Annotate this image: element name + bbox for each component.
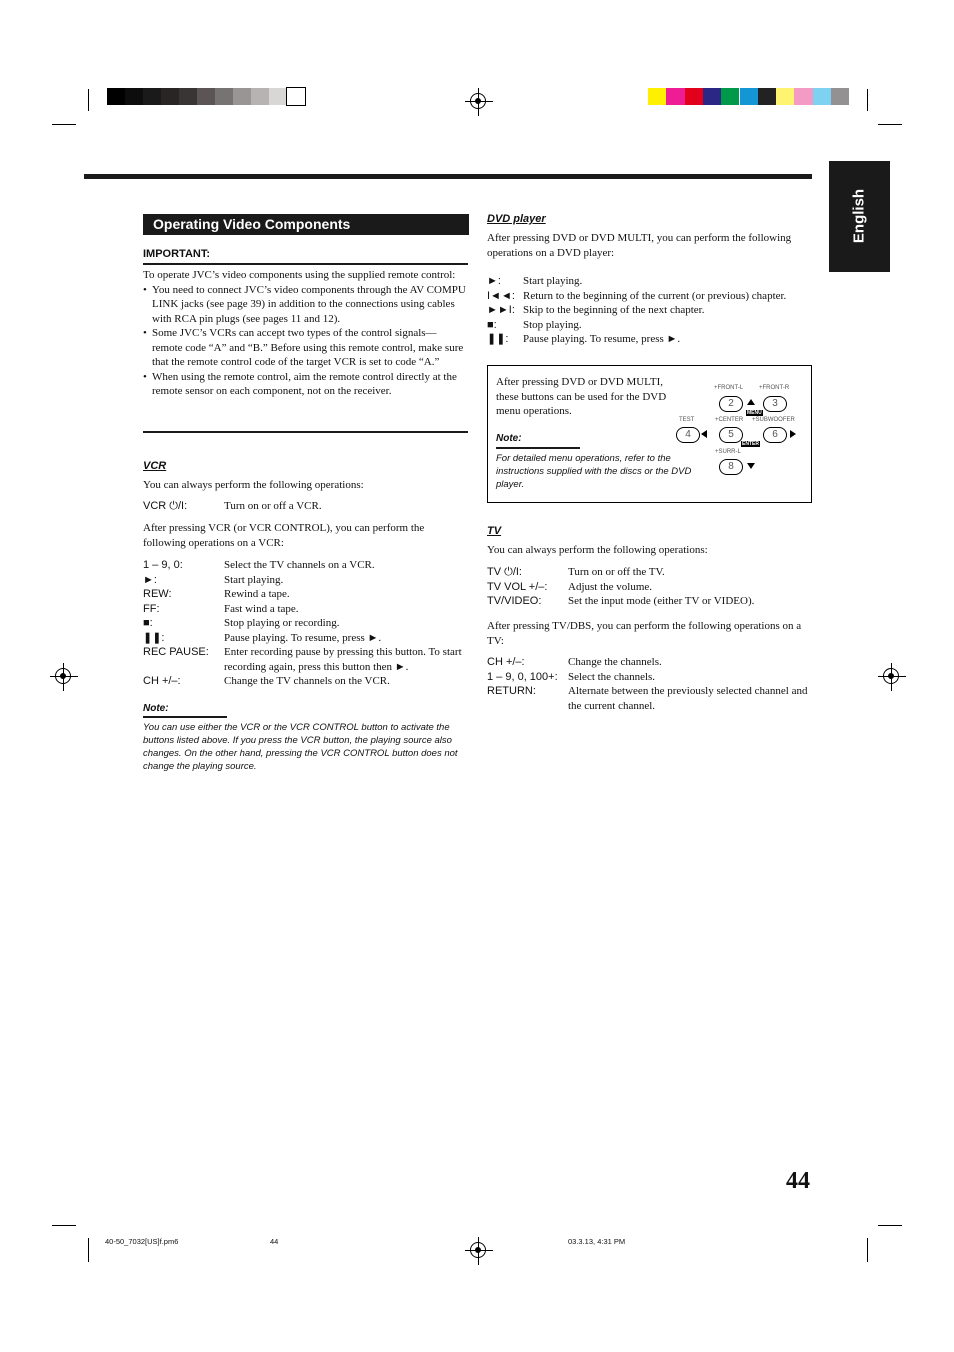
keypad-label: +FRONT-R [759,385,790,391]
op-desc: Start playing. [523,275,583,287]
op-desc: Adjust the volume. [568,580,653,593]
list-item [143,616,466,631]
op-desc: Start playing. [224,573,284,586]
op-desc: Turn on or off the TV. [568,566,665,578]
op-key: 1 – 9, 0, 100+: [487,670,558,683]
color-swatch [703,88,721,105]
language-tab-label: English [850,188,868,244]
registration-mark-top-icon [470,93,486,109]
section-title: Operating Video Components [143,214,469,235]
op-desc: Change the TV channels on the VCR. [224,675,390,687]
crop-mark [52,124,76,125]
color-swatch [143,88,161,105]
list-item [487,318,812,333]
color-swatch [233,88,251,105]
list-item [487,580,812,595]
registration-mark-right-icon [883,668,899,684]
vcr-power-desc: Turn on or off a VCR. [224,500,322,512]
crop-mark [878,1225,902,1226]
op-key: ■: [143,617,153,629]
dvd-box-text: After pressing DVD or DVD MULTI, these buttons can be used for the DVD menu operations. [496,376,667,417]
tv-heading: TV [487,525,502,537]
color-swatch [197,88,215,105]
important-intro: To operate JVC’s video components using the supplied remote control: [143,269,456,281]
keypad-key-3: 3 [763,396,787,412]
keypad-label: +SURR-L [715,449,741,455]
keypad-label: +SUBWOOFER [752,417,795,423]
keypad-key-2: 2 [719,396,743,412]
color-swatch [269,88,287,105]
color-swatch [758,88,776,105]
dvd-box-note-rule [496,447,580,449]
tv-always-text: You can always perform the following operations: [487,544,708,556]
crop-mark [867,1238,868,1262]
op-key: ►: [143,573,157,586]
list-item [143,587,466,602]
op-desc: Pause playing. To resume, press ►. [523,333,681,345]
color-swatch [813,88,831,105]
keypad-label: +FRONT-L [714,385,744,391]
crop-mark [88,1238,89,1262]
op-key: ❚❚: [487,333,509,345]
color-swatch [685,88,703,105]
list-item [487,274,812,289]
color-swatch [161,88,179,105]
color-swatch [287,88,305,105]
op-desc: Stop playing or recording. [224,617,340,629]
tv-after-text: After pressing TV/DBS, you can perform the following operations on a TV: [487,620,802,647]
dvd-heading: DVD player [487,213,546,225]
footer-page: 44 [270,1237,279,1246]
list-item: • You need to connect JVC’s video components through the AV COMPU LINK jacks (see page 39) in addition to the connections using cables with RCA pin plugs (see pages 11 and 12). [143,283,466,327]
language-tab [829,161,890,272]
color-swatch [721,88,739,105]
keypad-key-5: 5 [719,427,743,443]
dvd-box-note-text: For detailed menu operations, refer to the instructions supplied with the discs or the DVD player. [496,453,692,490]
op-desc: Enter recording pause by pressing this button. To start recording again, press this button then ►. [224,646,462,673]
vcr-note-rule [143,716,227,718]
list-item [143,631,466,646]
important-rule-bottom [143,431,468,433]
color-swatch [776,88,794,105]
op-key: ■: [487,318,497,331]
footer-date: 03.3.13, 4:31 PM [568,1237,626,1246]
keypad-label: TEST [679,417,695,423]
important-bullet-list [143,283,466,399]
crop-mark [52,1225,76,1226]
registration-mark-bottom-icon [470,1242,486,1258]
op-key: CH +/–: [143,675,181,687]
color-swatch [215,88,233,105]
arrow-up-icon [747,399,755,405]
op-key: REW: [143,588,172,600]
dvd-menu-box [487,365,812,503]
crop-mark [88,89,89,111]
vcr-power-key: VCR ⏻/I: [143,500,188,512]
crop-mark [867,89,868,111]
vcr-note-text: You can use either the VCR or the VCR CONTROL button to activate the buttons listed above. If you press the VCR button, the playing source also changes. On the other hand, pressing the VCR CONTROL button does not change the playing source. [143,722,458,772]
list-item: • Some JVC’s VCRs can accept two types of the control signals—remote code “A” and “B.” Before using this remote control, make sure that the remote control code of the target VCR is set to code “A.” [143,326,466,370]
vcr-after-text: After pressing VCR (or VCR CONTROL), you can perform the following operations on a VCR: [143,522,425,549]
vcr-note-heading: Note: [143,703,169,714]
op-desc: Alternate between the previously selected channel and the current channel. [568,685,808,712]
color-swatch [831,88,849,105]
op-key: FF: [143,602,160,615]
list-item [487,594,812,609]
page-number: 44 [786,1168,810,1194]
important-body [143,268,466,399]
list-item: • When using the remote control, aim the remote control directly at the remote sensor on each component, not on the receiver. [143,370,466,399]
op-desc: Fast wind a tape. [224,602,299,615]
op-key: 1 – 9, 0: [143,559,183,571]
header-rule [84,174,812,179]
footer-file: 40-50_7032[US]f.pm6 [105,1237,179,1246]
op-desc: Return to the beginning of the current (or previous) chapter. [523,289,787,302]
keypad-key-8: 8 [719,459,743,475]
op-key: CH +/–: [487,656,525,668]
op-key: I◄◄: [487,289,515,302]
color-swatch [179,88,197,105]
list-item [143,558,466,573]
color-swatch [740,88,758,105]
op-desc: Select the TV channels on a VCR. [224,559,375,571]
op-key: TV/VIDEO: [487,595,542,607]
op-key: ►►I: [487,304,515,316]
dvd-box-note-heading: Note: [496,433,522,444]
arrow-right-icon [790,430,796,438]
tv-ops-list-2 [487,655,812,713]
op-key: ►: [487,275,501,287]
op-key: TV ⏻/I: [487,566,522,578]
vcr-always-text: You can always perform the following operations: [143,479,364,491]
important-heading: IMPORTANT: [143,248,211,260]
tv-ops-list-1 [487,565,812,609]
keypad-key-6: 6 [763,427,787,443]
op-desc: Set the input mode (either TV or VIDEO). [568,595,755,607]
vcr-ops-list [143,558,466,689]
list-item [487,670,812,685]
op-key: RETURN: [487,685,536,697]
keypad-key-4: 4 [676,427,700,443]
op-desc: Select the channels. [568,670,656,683]
registration-mark-left-icon [55,668,71,684]
op-desc: Rewind a tape. [224,588,290,600]
op-desc: Change the channels. [568,656,662,668]
list-item [487,655,812,670]
enter-tag: ENTER [742,441,759,447]
color-swatch [125,88,143,105]
op-key: TV VOL +/–: [487,580,548,593]
color-swatch [648,88,666,105]
list-item [143,674,466,689]
color-swatch [251,88,269,105]
arrow-left-icon [701,430,707,438]
list-item [143,645,466,674]
color-swatch [666,88,684,105]
op-desc: Stop playing. [523,318,582,331]
vcr-power-line [143,499,466,514]
list-item [487,684,812,713]
color-swatch [107,88,125,105]
op-desc: Pause playing. To resume, press ►. [224,631,382,644]
menu-tag: MENU [747,410,762,416]
important-rule-top [143,263,468,265]
vcr-heading: VCR [143,460,167,472]
op-desc: Skip to the beginning of the next chapter. [523,304,705,316]
op-key: ❚❚: [143,631,165,644]
dvd-after-text: After pressing DVD or DVD MULTI, you can perform the following operations on a DVD player: [487,232,792,259]
keypad-label: +CENTER [715,417,744,423]
color-swatch [794,88,812,105]
op-key: REC PAUSE: [143,646,209,658]
list-item [487,289,812,304]
dvd-ops-list [487,274,812,347]
list-item [487,332,812,347]
list-item [487,565,812,580]
list-item [143,602,466,617]
list-item [143,573,466,588]
list-item [487,303,812,318]
crop-mark [878,124,902,125]
arrow-down-icon [747,463,755,469]
